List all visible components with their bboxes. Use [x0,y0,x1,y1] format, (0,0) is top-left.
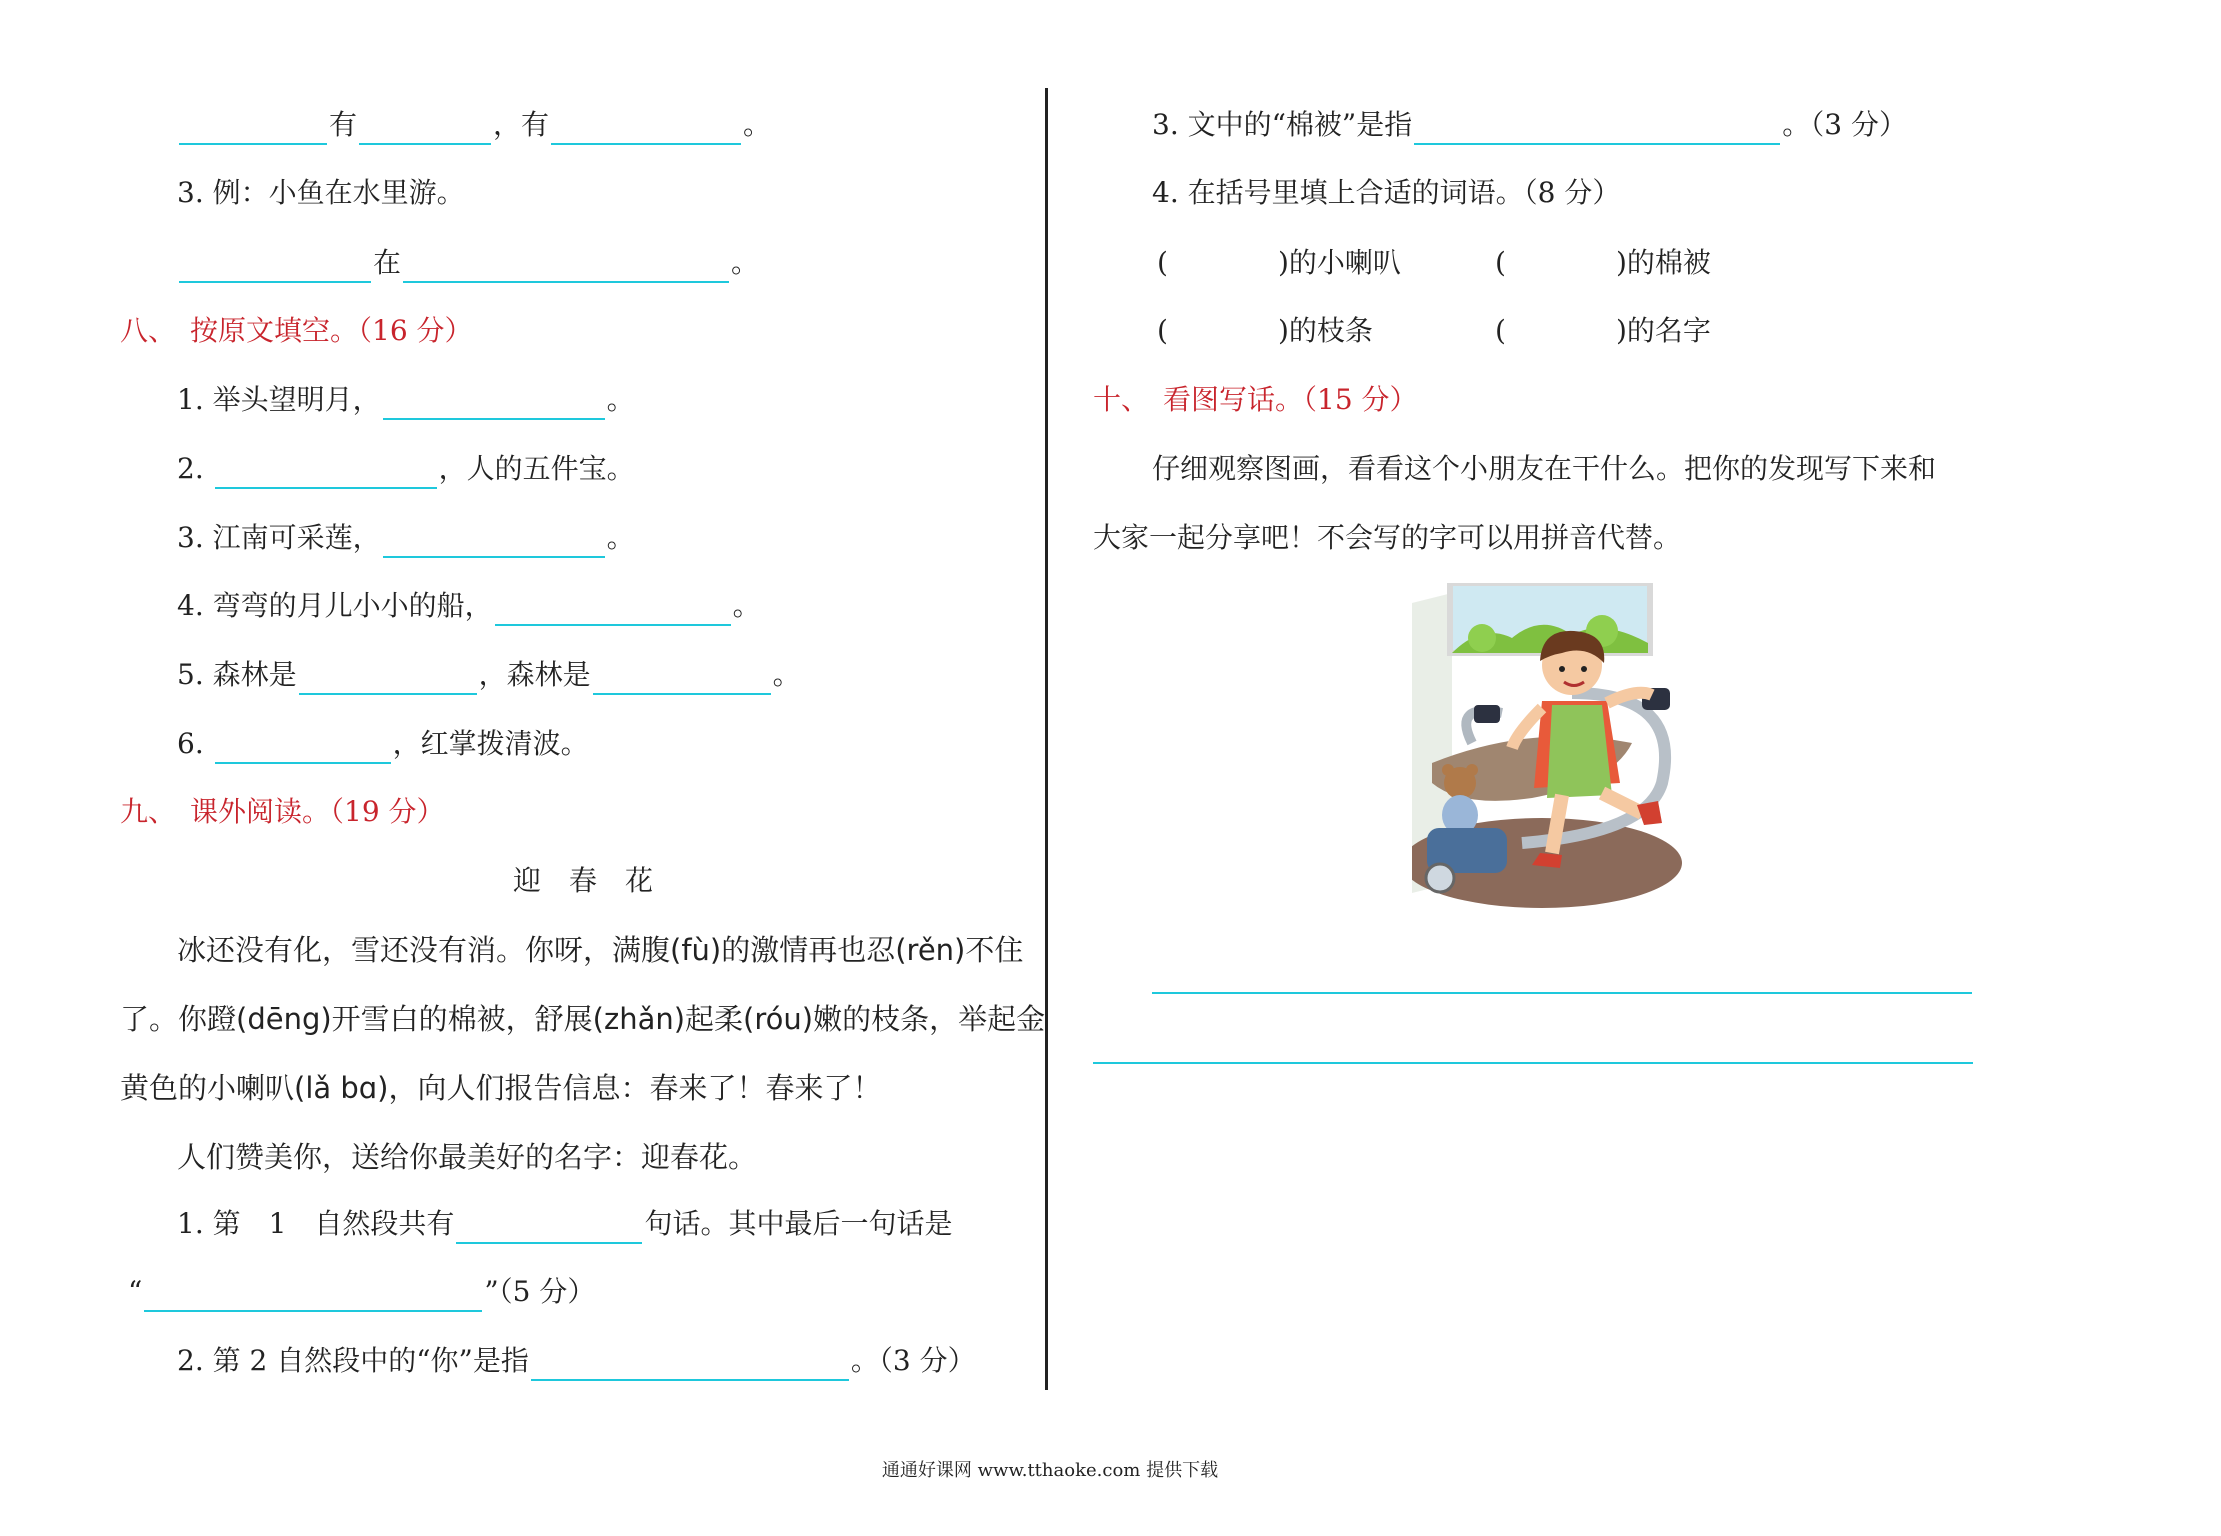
q9-4-item-4: ( )的名字 [1495,314,1711,347]
passage-line-2: 了。你蹬(dēng)开雪白的棉被，舒展(zhǎn)起柔(róu)嫩的枝条，举起金 [120,1002,1046,1036]
s10-instruction-2: 大家一起分享吧！不会写的字可以用拼音代替。 [1093,521,1682,554]
boy-vacuuming-illustration [1412,583,1694,908]
answer-blank[interactable] [551,113,741,145]
q9-1-quote: “ ”（5 分） [128,1272,595,1312]
column-divider [1045,88,1048,1390]
q7-3-example: 3. 例：小鱼在水里游。 [177,176,465,209]
section-9-heading: 九、 课外阅读。（19 分） [120,795,445,828]
s8-item-1: 1. 举头望明月， 。 [177,380,635,420]
answer-blank[interactable] [215,732,391,764]
q9-2: 2. 第 2 自然段中的“你”是指 。（3 分） [177,1341,976,1381]
s8-item-3: 3. 江南可采莲， 。 [177,518,635,558]
answer-blank[interactable] [593,663,771,695]
writing-line-2[interactable] [1093,1062,1973,1064]
answer-blank[interactable] [359,113,491,145]
s8-item-6: 6. ，红掌拨清波。 [177,724,589,764]
footer-credit: 通通好课网 www.tthaoke.com 提供下载 [881,1460,1219,1481]
section-10-heading: 十、 看图写话。（15 分） [1093,383,1418,416]
q9-4-item-1: ( )的小喇叭 [1157,246,1401,279]
passage-title: 迎 春 花 [513,864,654,897]
passage-line-3: 黄色的小喇叭(lǎ bɑ)，向人们报告信息：春来了！春来了！ [120,1071,882,1105]
answer-blank[interactable] [144,1280,482,1312]
passage-line-1: 冰还没有化，雪还没有消。你呀，满腹(fù)的激情再也忍(rěn)不住 [177,933,1024,967]
passage-line-4: 人们赞美你，送给你最美好的名字：迎春花。 [177,1140,758,1174]
answer-blank[interactable] [179,113,327,145]
q7-2-fill-line: 有 ，有 。 [177,105,771,145]
s8-item-2: 2. ，人的五件宝。 [177,449,635,489]
answer-blank[interactable] [299,663,477,695]
answer-blank[interactable] [1414,113,1780,145]
s10-instruction-1: 仔细观察图画，看看这个小朋友在干什么。把你的发现写下来和 [1152,452,1937,485]
answer-blank[interactable] [215,457,437,489]
q9-4-item-3: ( )的枝条 [1157,314,1373,347]
q9-3: 3. 文中的“棉被”是指 。（3 分） [1152,105,1907,145]
section-8-heading: 八、 按原文填空。（16 分） [120,314,473,347]
answer-blank[interactable] [495,594,731,626]
s8-item-5: 5. 森林是 ，森林是 。 [177,655,801,695]
answer-blank[interactable] [383,388,605,420]
q7-3-fill-line: 在 。 [177,243,759,283]
answer-blank[interactable] [403,251,729,283]
q9-4-item-2: ( )的棉被 [1495,246,1711,279]
writing-line-1[interactable] [1152,992,1972,994]
answer-blank[interactable] [531,1349,849,1381]
q9-1: 1. 第 1 自然段共有 句话。其中最后一句话是 [177,1204,952,1244]
s8-item-4: 4. 弯弯的月儿小小的船， 。 [177,586,761,626]
answer-blank[interactable] [383,526,605,558]
answer-blank[interactable] [456,1212,642,1244]
answer-blank[interactable] [179,251,371,283]
q9-4: 4. 在括号里填上合适的词语。（8 分） [1152,176,1621,209]
